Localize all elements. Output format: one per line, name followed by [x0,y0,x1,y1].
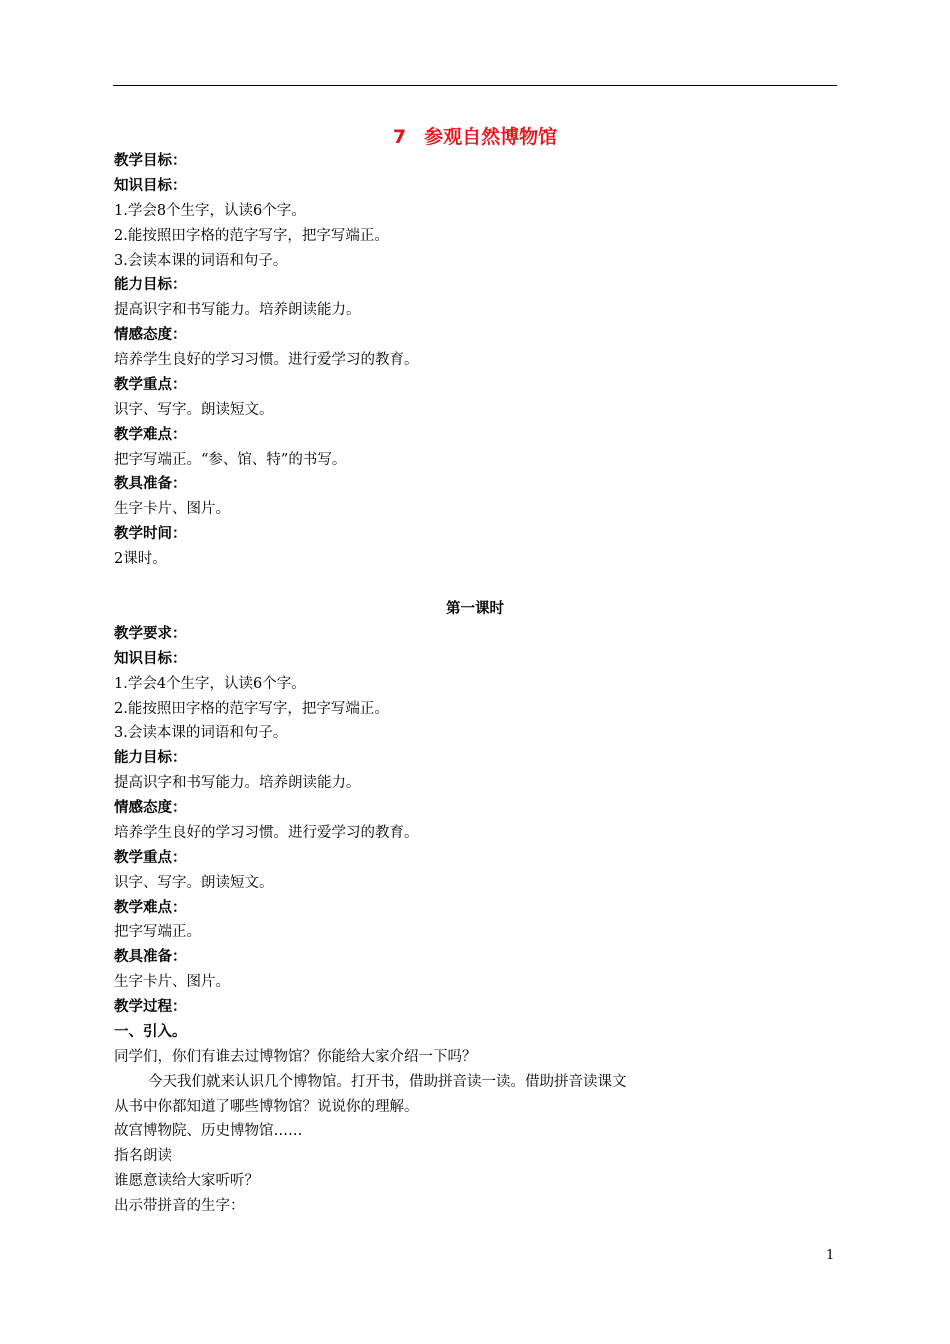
title-number: 7 [392,126,407,148]
intro-line: 同学们，你们有谁去过博物馆？你能给大家介绍一下吗？ [114,1049,477,1065]
lesson1-tools-text: 生字卡片、图片。 [114,974,230,990]
lesson1-knowledge-heading: 知识目标： [114,651,187,667]
lesson1-heading: 第一课时 [446,601,504,617]
knowledge-item: 1.学会8个生字，认读6个字。 [114,203,306,219]
page-number: 1 [826,1248,835,1263]
tools-text: 生字卡片、图片。 [114,501,230,517]
lesson1-knowledge-item: 3.会读本课的词语和句子。 [114,725,288,741]
ability-text: 提高识字和书写能力。培养朗读能力。 [114,302,361,318]
lesson1-knowledge-item: 1.学会4个生字，认读6个字。 [114,676,306,692]
knowledge-item: 2.能按照田字格的范字写字，把字写端正。 [114,228,389,244]
intro-line: 今天我们就来认识几个博物馆。打开书，借助拼音读一读。借助拼音读课文 [148,1074,627,1090]
lesson1-key-text: 识字、写字。朗读短文。 [114,875,274,891]
knowledge-item: 3.会读本课的词语和句子。 [114,253,288,269]
attitude-heading: 情感态度： [114,327,187,343]
page-title [0,123,950,151]
time-text: 2课时。 [114,551,167,567]
attitude-text: 培养学生良好的学习习惯。进行爱学习的教育。 [114,352,419,368]
lesson1-key-heading: 教学重点： [114,850,187,866]
lesson1-ability-heading: 能力目标： [114,750,187,766]
intro-line: 从书中你都知道了哪些博物馆？说说你的理解。 [114,1099,419,1115]
intro-line: 出示带拼音的生字： [114,1198,245,1214]
lesson1-knowledge-item: 2.能按照田字格的范字写字，把字写端正。 [114,701,389,717]
lesson1-attitude-text: 培养学生良好的学习习惯。进行爱学习的教育。 [114,825,419,841]
intro-heading: 一、引入。 [114,1024,187,1040]
lesson1-attitude-heading: 情感态度： [114,800,187,816]
intro-line: 故宫博物院、历史博物馆…… [114,1123,303,1139]
header-rule [113,85,837,86]
ability-heading: 能力目标： [114,277,187,293]
knowledge-heading: 知识目标： [114,178,187,194]
key-text: 识字、写字。朗读短文。 [114,402,274,418]
objectives-heading: 教学目标： [114,153,187,169]
process-heading: 教学过程： [114,999,187,1015]
difficulty-text: 把字写端正。“参、馆、特”的书写。 [114,452,347,468]
lesson1-difficulty-text: 把字写端正。 [114,924,201,940]
requirements-heading: 教学要求： [114,626,187,642]
title-text: 参观自然博物馆 [424,126,558,148]
lesson1-ability-text: 提高识字和书写能力。培养朗读能力。 [114,775,361,791]
lesson1-difficulty-heading: 教学难点： [114,900,187,916]
key-heading: 教学重点： [114,377,187,393]
intro-line: 谁愿意读给大家听听？ [114,1173,259,1189]
lesson1-tools-heading: 教具准备： [114,949,187,965]
intro-line: 指名朗读 [114,1148,172,1164]
time-heading: 教学时间： [114,526,187,542]
difficulty-heading: 教学难点： [114,427,187,443]
tools-heading: 教具准备： [114,476,187,492]
